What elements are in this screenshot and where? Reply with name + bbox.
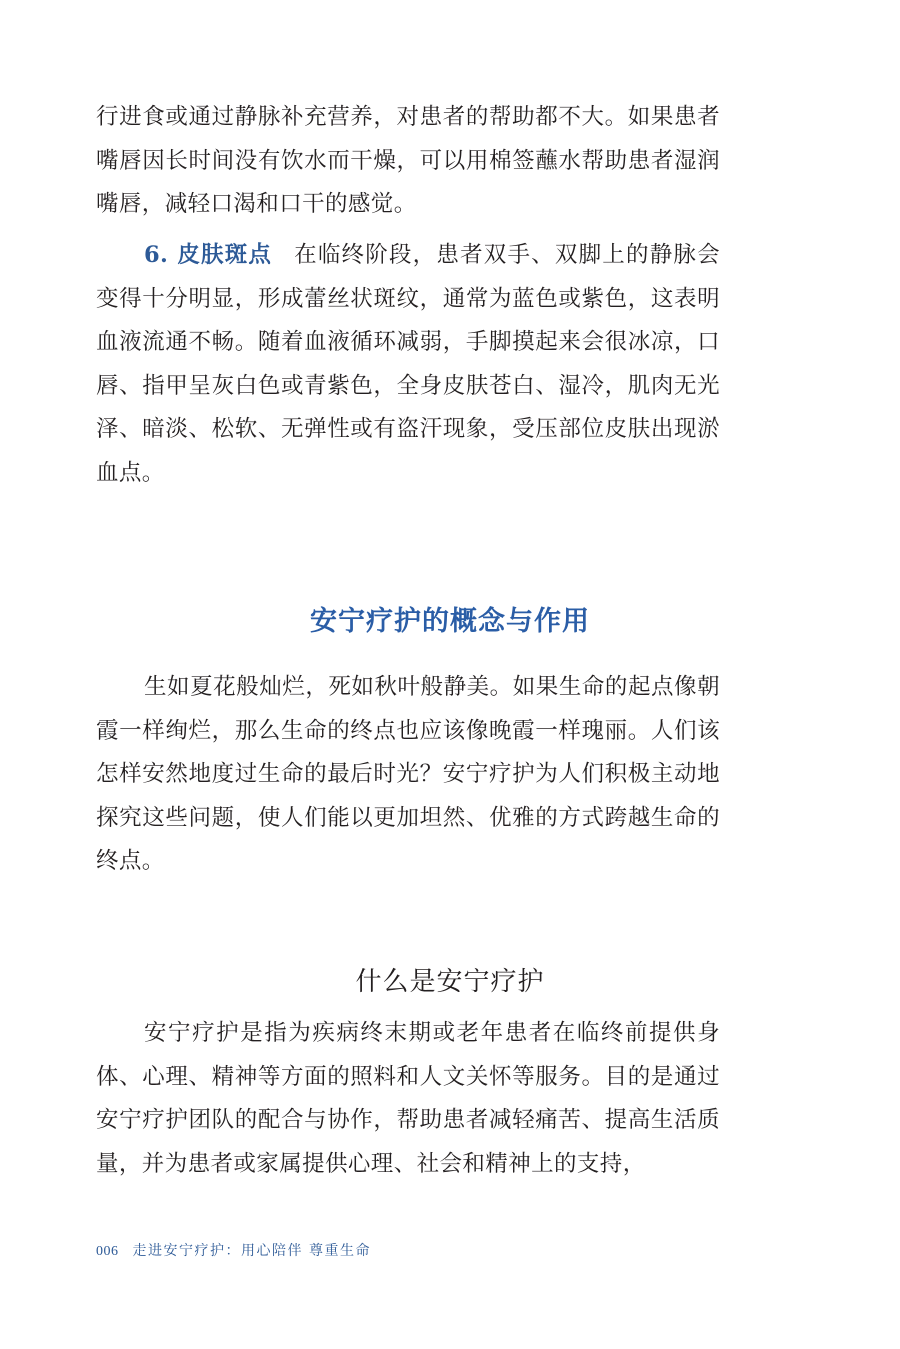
page-number: 006 <box>96 1244 119 1259</box>
paragraph-text: 行进食或通过静脉补充营养，对患者的帮助都不大。如果患者嘴唇因长时间没有饮水而干燥，可以用棉签蘸水帮助患者湿润嘴唇，减轻口渴和口干的感觉。 <box>96 104 720 218</box>
sub-title: 什么是安宁疗护 <box>355 967 545 997</box>
running-book-title: 走进安宁疗护：用心陪伴 尊重生命 <box>132 1243 371 1259</box>
paragraph-text: 生如夏花般灿烂，死如秋叶般静美。如果生命的起点像朝霞一样绚烂，那么生命的终点也应该像晚霞一样瑰丽。人们该怎样安然地度过生命的最后时光？安宁疗护为人们积极主动地探究这些问题，使人们能以更加坦然、优雅的方式跨越生命的终点。 <box>96 674 720 875</box>
paragraph-text: 安宁疗护是指为疾病终末期或老年患者在临终前提供身体、心理、精神等方面的照料和人文关怀等服务。目的是通过安宁疗护团队的配合与协作，帮助患者减轻痛苦、提高生活质量，并为患者或家属提供心理、社会和精神上的支持， <box>96 1020 720 1177</box>
paragraph-skin-spots <box>96 234 720 496</box>
paragraph-continued-feeding <box>96 96 720 227</box>
section-title: 安宁疗护的概念与作用 <box>310 606 590 637</box>
paragraph-text: 在临终阶段，患者双手、双脚上的静脉会变得十分明显，形成蕾丝状斑纹，通常为蓝色或紫色，这表明血液流通不畅。随着血液循环减弱，手脚摸起来会很冰凉，口唇、指甲呈灰白色或青紫色，全身皮肤苍白、湿冷，肌肉无光泽、暗淡、松软、无弹性或有盗汗现象，受压部位皮肤出现淤血点。 <box>96 242 720 486</box>
paragraph-definition <box>96 1012 720 1186</box>
run-in-heading-skin-spots: 6. 皮肤斑点 <box>144 242 273 268</box>
paragraph-intro <box>96 666 720 884</box>
page-footer <box>96 1240 371 1260</box>
